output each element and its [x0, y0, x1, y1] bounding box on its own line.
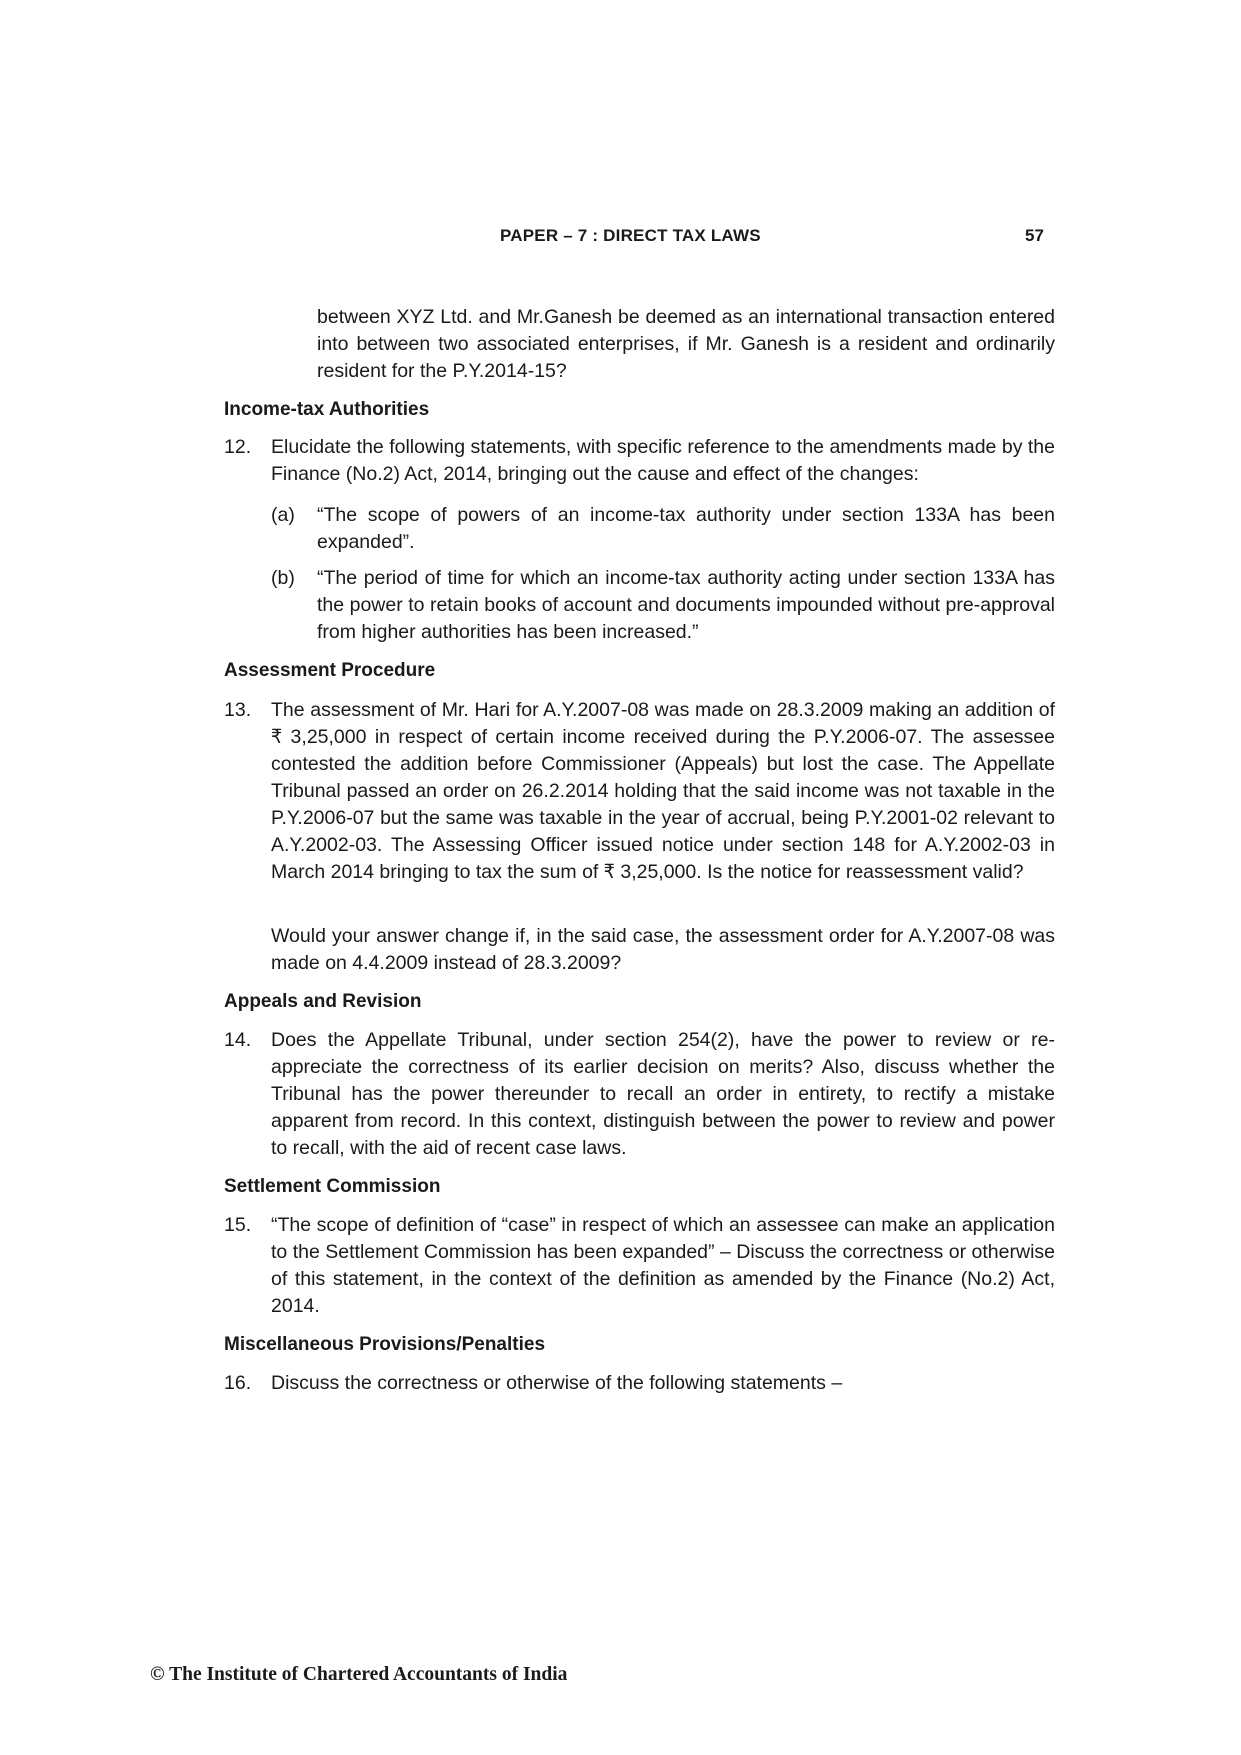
header-title: PAPER – 7 : DIRECT TAX LAWS	[500, 226, 761, 245]
section-heading-assessment-procedure: Assessment Procedure	[224, 660, 436, 681]
question-number-14: 14.	[224, 1029, 252, 1051]
page-number: 57	[1025, 226, 1044, 245]
question-number-12: 12.	[224, 436, 252, 458]
sub-item-label-a: (a)	[271, 504, 295, 526]
sub-item-text-b: “The period of time for which an income-tax authority acting under section 133A has the power to retain books of account and documents impounded without pre-approval from higher authorities has been increased.”	[317, 567, 1055, 643]
question-number-13: 13.	[224, 699, 252, 721]
question-text-12: Elucidate the following statements, with specific reference to the amendments made by the Finance (No.2) Act, 2014, bringing out the cause and effect of the changes:	[271, 436, 1055, 485]
section-heading-income-tax-authorities: Income-tax Authorities	[224, 399, 430, 420]
section-heading-settlement-commission: Settlement Commission	[224, 1176, 441, 1197]
footer-copyright: © The Institute of Chartered Accountants of India	[150, 1664, 568, 1685]
question-number-15: 15.	[224, 1214, 252, 1236]
question-text-16: Discuss the correctness or otherwise of the following statements –	[271, 1372, 843, 1394]
question-text-13: The assessment of Mr. Hari for A.Y.2007-08 was made on 28.3.2009 making an addition of ₹ 3,25,000 in respect of certain income received during the P.Y.2006-07. The assessee contested the addition before Commissioner (Appeals) but lost the case. The Appellate Tribunal passed an order on 26.2.2014 holding that the said income was not taxable in the P.Y.2006-07 but the same was taxable in the year of accrual, being P.Y.2001-02 relevant to A.Y.2002-03. The Assessing Officer issued notice under section 148 for A.Y.2002-03 in March 2014 bringing to tax the sum of ₹ 3,25,000. Is the notice for reassessment valid?	[271, 699, 1055, 883]
question-number-16: 16.	[224, 1372, 252, 1394]
sub-item-text-a: “The scope of powers of an income-tax authority under section 133A has been expanded”.	[317, 504, 1055, 553]
question-text-14: Does the Appellate Tribunal, under section 254(2), have the power to review or re-appreciate the correctness of its earlier decision on merits? Also, discuss whether the Tribunal has the power thereunder to recall an order in entirety, to rectify a mistake apparent from record. In this context, distinguish between the power to review and power to recall, with the aid of recent case laws.	[271, 1029, 1055, 1159]
continuation-paragraph: between XYZ Ltd. and Mr.Ganesh be deemed as an international transaction entered into between two associated enterprises, if Mr. Ganesh is a resident and ordinarily resident for the P.Y.2014-15?	[317, 306, 1055, 382]
section-heading-miscellaneous: Miscellaneous Provisions/Penalties	[224, 1334, 546, 1355]
sub-item-label-b: (b)	[271, 567, 295, 589]
section-heading-appeals-and-revision: Appeals and Revision	[224, 991, 422, 1012]
question-text-15: “The scope of definition of “case” in respect of which an assessee can make an application to the Settlement Commission has been expanded” – Discuss the correctness or otherwise of this statement, in the context of the definition as amended by the Finance (No.2) Act, 2014.	[271, 1214, 1055, 1317]
question-followup-13: Would your answer change if, in the said case, the assessment order for A.Y.2007-08 was made on 4.4.2009 instead of 28.3.2009?	[271, 925, 1055, 974]
